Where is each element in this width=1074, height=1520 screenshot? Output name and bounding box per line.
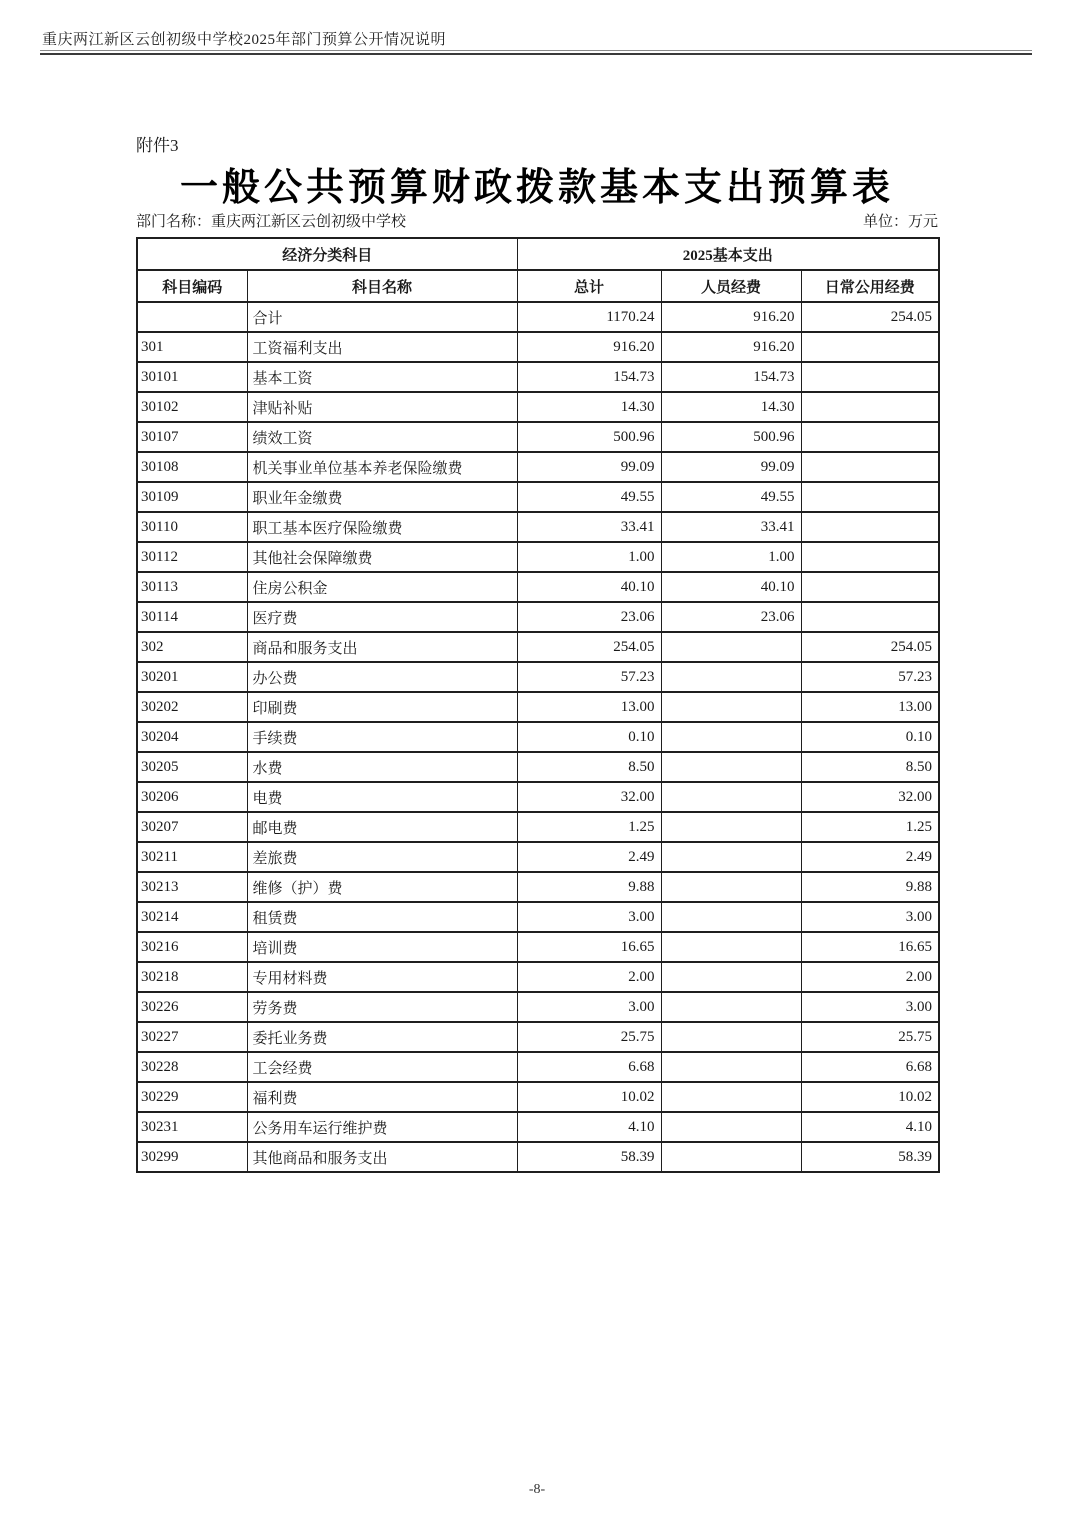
personnel-funds-cell xyxy=(661,1082,801,1112)
subject-name-cell: 福利费 xyxy=(247,1082,517,1112)
group-header-economic-classification: 经济分类科目 xyxy=(137,238,517,270)
table-row xyxy=(137,1022,939,1052)
table-row xyxy=(137,632,939,662)
personnel-funds-cell xyxy=(661,692,801,722)
total-cell: 154.73 xyxy=(517,362,661,392)
total-cell: 1.00 xyxy=(517,542,661,572)
subject-name-cell: 商品和服务支出 xyxy=(247,632,517,662)
page-title: 一般公共预算财政拨款基本支出预算表 xyxy=(179,167,894,209)
subject-name-cell: 绩效工资 xyxy=(247,422,517,452)
daily-public-funds-cell xyxy=(801,362,939,392)
personnel-funds-cell: 916.20 xyxy=(661,302,801,332)
subject-code-cell: 30226 xyxy=(137,992,247,1022)
table-row xyxy=(137,962,939,992)
total-cell: 6.68 xyxy=(517,1052,661,1082)
total-cell: 49.55 xyxy=(517,482,661,512)
column-header-personnel-funds: 人员经费 xyxy=(661,270,801,302)
subject-name-cell: 机关事业单位基本养老保险缴费 xyxy=(247,452,517,482)
attachment-label: 附件3 xyxy=(136,136,179,155)
total-cell: 0.10 xyxy=(517,722,661,752)
subject-name-cell: 其他社会保障缴费 xyxy=(247,542,517,572)
total-cell: 1170.24 xyxy=(517,302,661,332)
daily-public-funds-cell xyxy=(801,602,939,632)
department-name: 部门名称：重庆两江新区云创初级中学校 xyxy=(136,214,407,230)
table-row xyxy=(137,842,939,872)
subject-name-cell: 其他商品和服务支出 xyxy=(247,1142,517,1172)
total-cell: 916.20 xyxy=(517,332,661,362)
personnel-funds-cell: 154.73 xyxy=(661,362,801,392)
table-row xyxy=(137,782,939,812)
daily-public-funds-cell: 4.10 xyxy=(801,1112,939,1142)
table-row xyxy=(137,452,939,482)
subject-code-cell: 30228 xyxy=(137,1052,247,1082)
table-row xyxy=(137,662,939,692)
daily-public-funds-cell xyxy=(801,452,939,482)
personnel-funds-cell xyxy=(661,812,801,842)
subject-name-cell: 医疗费 xyxy=(247,602,517,632)
table-row xyxy=(137,1112,939,1142)
personnel-funds-cell xyxy=(661,872,801,902)
daily-public-funds-cell: 3.00 xyxy=(801,992,939,1022)
column-header-daily-public-funds: 日常公用经费 xyxy=(801,270,939,302)
table-row xyxy=(137,932,939,962)
table-row xyxy=(137,542,939,572)
total-cell: 4.10 xyxy=(517,1112,661,1142)
subject-code-cell: 30114 xyxy=(137,602,247,632)
table-row xyxy=(137,512,939,542)
daily-public-funds-cell: 10.02 xyxy=(801,1082,939,1112)
subject-code-cell: 30109 xyxy=(137,482,247,512)
personnel-funds-cell xyxy=(661,962,801,992)
subject-name-cell: 水费 xyxy=(247,752,517,782)
subject-name-cell: 邮电费 xyxy=(247,812,517,842)
total-cell: 8.50 xyxy=(517,752,661,782)
subject-name-cell: 基本工资 xyxy=(247,362,517,392)
total-cell: 13.00 xyxy=(517,692,661,722)
column-header-subject-name: 科目名称 xyxy=(247,270,517,302)
total-cell: 500.96 xyxy=(517,422,661,452)
total-cell: 2.00 xyxy=(517,962,661,992)
table-row xyxy=(137,392,939,422)
subject-code-cell: 30211 xyxy=(137,842,247,872)
daily-public-funds-cell xyxy=(801,482,939,512)
meta-row xyxy=(136,210,938,231)
subject-name-cell: 办公费 xyxy=(247,662,517,692)
total-cell: 10.02 xyxy=(517,1082,661,1112)
daily-public-funds-cell: 254.05 xyxy=(801,302,939,332)
subject-name-cell: 劳务费 xyxy=(247,992,517,1022)
table-body xyxy=(137,302,939,1172)
table-row xyxy=(137,482,939,512)
personnel-funds-cell: 40.10 xyxy=(661,572,801,602)
daily-public-funds-cell: 9.88 xyxy=(801,872,939,902)
personnel-funds-cell xyxy=(661,932,801,962)
total-cell: 254.05 xyxy=(517,632,661,662)
subject-code-cell: 30204 xyxy=(137,722,247,752)
personnel-funds-cell xyxy=(661,632,801,662)
group-header-row xyxy=(137,238,939,270)
personnel-funds-cell: 33.41 xyxy=(661,512,801,542)
table-row xyxy=(137,692,939,722)
daily-public-funds-cell: 3.00 xyxy=(801,902,939,932)
subject-name-cell: 工资福利支出 xyxy=(247,332,517,362)
table-row xyxy=(137,362,939,392)
daily-public-funds-cell: 13.00 xyxy=(801,692,939,722)
subject-code-cell: 30201 xyxy=(137,662,247,692)
page-number: -8- xyxy=(528,1482,546,1497)
personnel-funds-cell xyxy=(661,1142,801,1172)
personnel-funds-cell: 14.30 xyxy=(661,392,801,422)
subject-code-cell: 30113 xyxy=(137,572,247,602)
subject-name-cell: 电费 xyxy=(247,782,517,812)
subject-name-cell: 印刷费 xyxy=(247,692,517,722)
subject-code-cell: 30102 xyxy=(137,392,247,422)
personnel-funds-cell xyxy=(661,1052,801,1082)
subject-name-cell: 工会经费 xyxy=(247,1052,517,1082)
daily-public-funds-cell: 25.75 xyxy=(801,1022,939,1052)
column-header-subject-code: 科目编码 xyxy=(137,270,247,302)
table-row xyxy=(137,902,939,932)
daily-public-funds-cell: 2.00 xyxy=(801,962,939,992)
unit-label: 单位：万元 xyxy=(862,214,938,230)
subject-code-cell: 30108 xyxy=(137,452,247,482)
table-row xyxy=(137,752,939,782)
subject-code-cell: 30229 xyxy=(137,1082,247,1112)
subject-name-cell: 培训费 xyxy=(247,932,517,962)
total-cell: 14.30 xyxy=(517,392,661,422)
subject-name-cell: 维修（护）费 xyxy=(247,872,517,902)
column-header-total: 总计 xyxy=(517,270,661,302)
personnel-funds-cell xyxy=(661,842,801,872)
table-row xyxy=(137,992,939,1022)
subject-code-cell: 30110 xyxy=(137,512,247,542)
subject-code-cell: 302 xyxy=(137,632,247,662)
table-row xyxy=(137,332,939,362)
table-row xyxy=(137,602,939,632)
personnel-funds-cell xyxy=(661,1112,801,1142)
personnel-funds-cell: 99.09 xyxy=(661,452,801,482)
subject-name-cell: 津贴补贴 xyxy=(247,392,517,422)
subject-name-cell: 租赁费 xyxy=(247,902,517,932)
total-cell: 2.49 xyxy=(517,842,661,872)
subject-code-cell: 30202 xyxy=(137,692,247,722)
subject-code-cell: 30299 xyxy=(137,1142,247,1172)
daily-public-funds-cell xyxy=(801,542,939,572)
daily-public-funds-cell: 0.10 xyxy=(801,722,939,752)
total-cell: 3.00 xyxy=(517,992,661,1022)
daily-public-funds-cell: 32.00 xyxy=(801,782,939,812)
personnel-funds-cell: 23.06 xyxy=(661,602,801,632)
daily-public-funds-cell: 58.39 xyxy=(801,1142,939,1172)
total-cell: 9.88 xyxy=(517,872,661,902)
table-row xyxy=(137,572,939,602)
daily-public-funds-cell: 8.50 xyxy=(801,752,939,782)
table-row xyxy=(137,422,939,452)
daily-public-funds-cell: 6.68 xyxy=(801,1052,939,1082)
table-row xyxy=(137,872,939,902)
daily-public-funds-cell: 16.65 xyxy=(801,932,939,962)
subject-code-cell: 30112 xyxy=(137,542,247,572)
subject-code-cell: 30206 xyxy=(137,782,247,812)
table-row xyxy=(137,1052,939,1082)
daily-public-funds-cell: 254.05 xyxy=(801,632,939,662)
subject-code-cell: 30207 xyxy=(137,812,247,842)
subject-code-cell: 30213 xyxy=(137,872,247,902)
subject-name-cell: 专用材料费 xyxy=(247,962,517,992)
daily-public-funds-cell: 1.25 xyxy=(801,812,939,842)
total-cell: 16.65 xyxy=(517,932,661,962)
budget-table xyxy=(136,237,940,1173)
personnel-funds-cell xyxy=(661,752,801,782)
personnel-funds-cell: 916.20 xyxy=(661,332,801,362)
subject-code-cell: 30218 xyxy=(137,962,247,992)
total-cell: 3.00 xyxy=(517,902,661,932)
total-cell: 99.09 xyxy=(517,452,661,482)
daily-public-funds-cell xyxy=(801,392,939,422)
personnel-funds-cell: 500.96 xyxy=(661,422,801,452)
header-rule xyxy=(40,50,1032,55)
subject-name-cell: 委托业务费 xyxy=(247,1022,517,1052)
personnel-funds-cell xyxy=(661,992,801,1022)
subject-code-cell: 30216 xyxy=(137,932,247,962)
personnel-funds-cell xyxy=(661,902,801,932)
subject-name-cell: 职业年金缴费 xyxy=(247,482,517,512)
total-cell: 1.25 xyxy=(517,812,661,842)
table-row xyxy=(137,1142,939,1172)
personnel-funds-cell xyxy=(661,662,801,692)
subject-code-cell: 30214 xyxy=(137,902,247,932)
subject-code-cell xyxy=(137,302,247,332)
subject-name-cell: 住房公积金 xyxy=(247,572,517,602)
daily-public-funds-cell xyxy=(801,422,939,452)
total-cell: 58.39 xyxy=(517,1142,661,1172)
personnel-funds-cell: 1.00 xyxy=(661,542,801,572)
table-row xyxy=(137,1082,939,1112)
daily-public-funds-cell xyxy=(801,332,939,362)
subject-name-cell: 差旅费 xyxy=(247,842,517,872)
total-cell: 33.41 xyxy=(517,512,661,542)
personnel-funds-cell xyxy=(661,782,801,812)
total-cell: 32.00 xyxy=(517,782,661,812)
group-header-2025-basic-expenditure: 2025基本支出 xyxy=(517,238,939,270)
column-header-row xyxy=(137,270,939,302)
table-row xyxy=(137,812,939,842)
daily-public-funds-cell xyxy=(801,512,939,542)
running-header: 重庆两江新区云创初级中学校2025年部门预算公开情况说明 xyxy=(42,32,447,48)
subject-code-cell: 30101 xyxy=(137,362,247,392)
personnel-funds-cell: 49.55 xyxy=(661,482,801,512)
subject-name-cell: 手续费 xyxy=(247,722,517,752)
total-cell: 40.10 xyxy=(517,572,661,602)
total-cell: 57.23 xyxy=(517,662,661,692)
personnel-funds-cell xyxy=(661,1022,801,1052)
subject-code-cell: 30231 xyxy=(137,1112,247,1142)
subject-name-cell: 合计 xyxy=(247,302,517,332)
total-cell: 25.75 xyxy=(517,1022,661,1052)
personnel-funds-cell xyxy=(661,722,801,752)
subject-code-cell: 301 xyxy=(137,332,247,362)
daily-public-funds-cell: 2.49 xyxy=(801,842,939,872)
subject-code-cell: 30227 xyxy=(137,1022,247,1052)
daily-public-funds-cell xyxy=(801,572,939,602)
daily-public-funds-cell: 57.23 xyxy=(801,662,939,692)
subject-name-cell: 公务用车运行维护费 xyxy=(247,1112,517,1142)
table-row xyxy=(137,722,939,752)
subject-code-cell: 30205 xyxy=(137,752,247,782)
total-cell: 23.06 xyxy=(517,602,661,632)
subject-code-cell: 30107 xyxy=(137,422,247,452)
subject-name-cell: 职工基本医疗保险缴费 xyxy=(247,512,517,542)
table-row xyxy=(137,302,939,332)
